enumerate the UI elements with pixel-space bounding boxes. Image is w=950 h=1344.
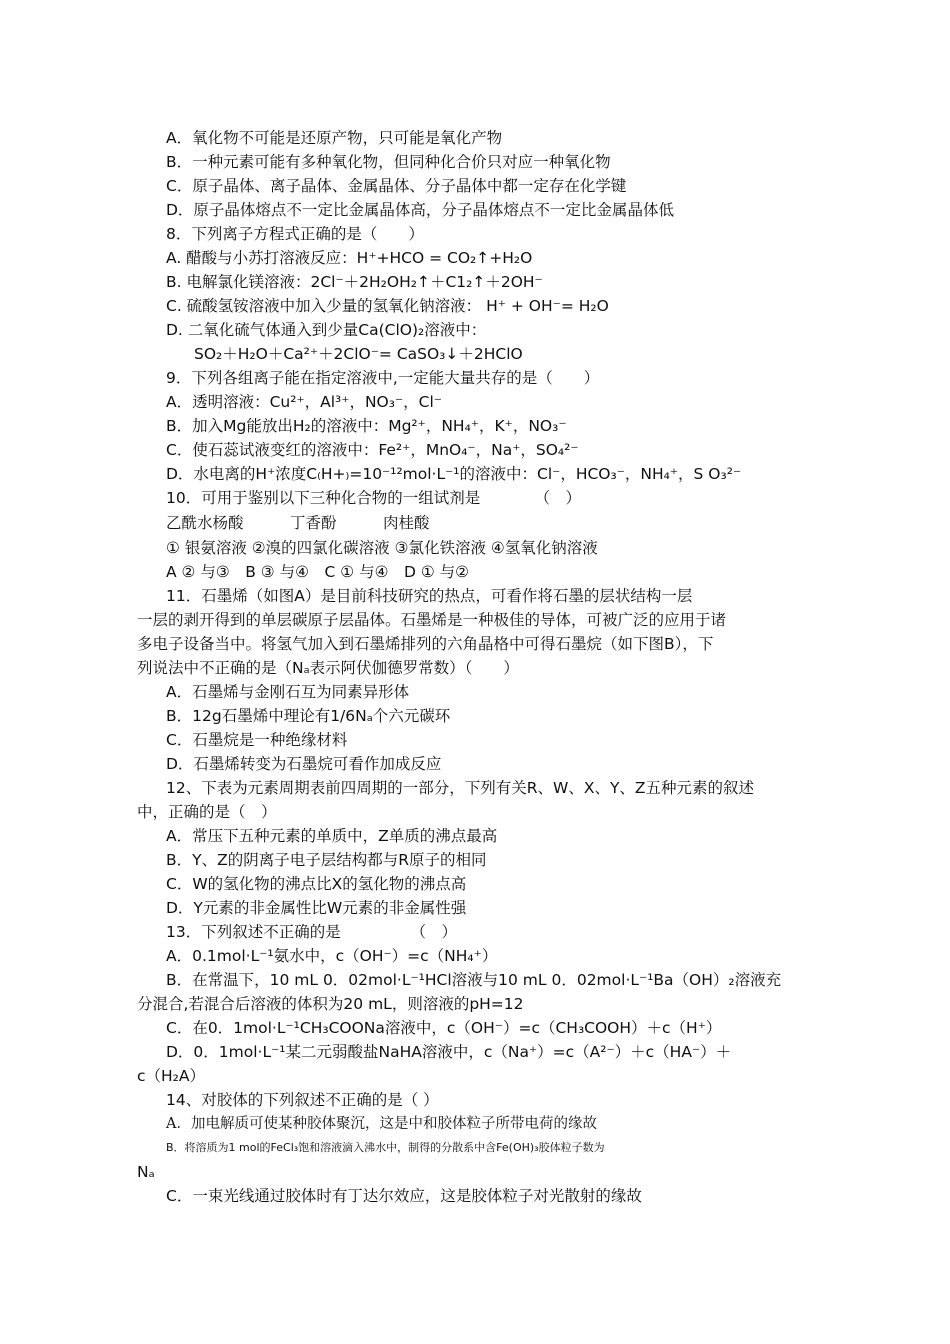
text-line: D. 二氧化硫气体通入到少量Ca(ClO)₂溶液中： bbox=[166, 321, 487, 339]
text-line: A．常压下五种元素的单质中，Z单质的沸点最高 bbox=[166, 827, 498, 845]
text-line: A．0.1mol·L⁻¹氨水中，c（OH⁻）=c（NH₄⁺） bbox=[166, 947, 498, 965]
text-line: SO₂＋H₂O＋Ca²⁺＋2ClO⁻= CaSO₃↓＋2HClO bbox=[194, 345, 523, 363]
text-line: C．使石蕊试液变红的溶液中：Fe²⁺，MnO₄⁻，Na⁺，SO₄²⁻ bbox=[166, 441, 579, 459]
text-line: A．氧化物不可能是还原产物，只可能是氧化产物 bbox=[166, 129, 503, 147]
text-line: A．加电解质可使某种胶体聚沉，这是中和胶体粒子所带电荷的缘故 bbox=[166, 1116, 597, 1132]
text-line: B．Y、Z的阴离子电子层结构都与R原子的相同 bbox=[166, 851, 487, 869]
text-line: 乙酰水杨酸 丁香酚 肉桂酸 bbox=[166, 514, 430, 532]
text-line: 多电子设备当中。将氢气加入到石墨烯排列的六角晶格中可得石墨烷（如下图B），下 bbox=[137, 635, 714, 653]
text-line: 13．下列叙述不正确的是 （ ） bbox=[166, 923, 457, 941]
text-line: 一层的剥开得到的单层碳原子层晶体。石墨烯是一种极佳的导体，可被广泛的应用于诸 bbox=[137, 611, 727, 629]
text-line: C．在0．1mol·L⁻¹CH₃COONa溶液中，c（OH⁻）=c（CH₃COOH）＋c（H⁺） bbox=[166, 1019, 722, 1037]
text-line: B．12g石墨烯中理论有1/6Nₐ个六元碳环 bbox=[166, 707, 451, 725]
text-line: 11．石墨烯（如图A）是目前科技研究的热点，可看作将石墨的层状结构一层 bbox=[166, 587, 693, 605]
text-line: 8．下列离子方程式正确的是（ ） bbox=[166, 225, 424, 243]
text-line: B. 电解氯化镁溶液：2Cl⁻＋2H₂OH₂↑＋C1₂↑＋2OH⁻ bbox=[166, 273, 543, 291]
text-line: D．水电离的H⁺浓度C₍H+₎=10⁻¹²mol·L⁻¹的溶液中：Cl⁻，HCO₃⁻，NH₄⁺，S O₃²⁻ bbox=[166, 465, 742, 483]
text-line: D．原子晶体熔点不一定比金属晶体高，分子晶体熔点不一定比金属晶体低 bbox=[166, 201, 674, 219]
text-line: 10．可用于鉴别以下三种化合物的一组试剂是 （ ） bbox=[166, 489, 581, 507]
text-line: c（H₂A） bbox=[137, 1067, 205, 1085]
text-line: B．一种元素可能有多种氧化物，但同种化合价只对应一种氧化物 bbox=[166, 153, 611, 171]
text-line: A. 醋酸与小苏打溶液反应：H⁺+HCO = CO₂↑+H₂O bbox=[166, 249, 533, 267]
text-line: A ② 与③ B ③ 与④ C ① 与④ D ① 与② bbox=[166, 563, 470, 581]
text-line: 9．下列各组离子能在指定溶液中,一定能大量共存的是（ ） bbox=[166, 369, 600, 387]
text-line: A．透明溶液：Cu²⁺，Al³⁺，NO₃⁻，Cl⁻ bbox=[166, 393, 442, 411]
text-line: 列说法中不正确的是（Nₐ表示阿伏伽德罗常数）（ ） bbox=[137, 659, 519, 677]
text-line: A．石墨烯与金刚石互为同素异形体 bbox=[166, 683, 410, 701]
text-line: C．原子晶体、离子晶体、金属晶体、分子晶体中都一定存在化学键 bbox=[166, 177, 627, 195]
text-line: ① 银氨溶液 ②溴的四氯化碳溶液 ③氯化铁溶液 ④氢氧化钠溶液 bbox=[166, 539, 598, 557]
text-line: B．将溶质为1 mol的FeCl₃饱和溶液滴入沸水中，制得的分散系中含Fe(OH)₃胶体粒子数为 bbox=[166, 1141, 605, 1154]
text-line: D．0．1mol·L⁻¹某二元弱酸盐NaHA溶液中，c（Na⁺）=c（A²⁻）＋c（HA⁻）＋ bbox=[166, 1043, 732, 1061]
text-line: D．石墨烯转变为石墨烷可看作加成反应 bbox=[166, 755, 442, 773]
text-line: Nₐ bbox=[137, 1163, 155, 1181]
text-line: C. 硫酸氢铵溶液中加入少量的氢氧化钠溶液： H⁺ + OH⁻= H₂O bbox=[166, 297, 609, 315]
text-line: C．W的氢化物的沸点比X的氢化物的沸点高 bbox=[166, 875, 467, 893]
text-line: B．在常温下，10 mL 0．02mol·L⁻¹HCl溶液与10 mL 0．02mol·L⁻¹Ba（OH）₂溶液充 bbox=[166, 971, 782, 989]
text-line: C．石墨烷是一种绝缘材料 bbox=[166, 731, 348, 749]
text-line: 分混合,若混合后溶液的体积为20 mL，则溶液的pH=12 bbox=[137, 995, 524, 1013]
text-line: B．加入Mg能放出H₂的溶液中：Mg²⁺，NH₄⁺，K⁺，NO₃⁻ bbox=[166, 417, 567, 435]
text-line: C．一束光线通过胶体时有丁达尔效应，这是胶体粒子对光散射的缘故 bbox=[166, 1187, 642, 1205]
text-line: 中，正确的是（ ） bbox=[137, 803, 277, 821]
text-line: 12、下表为元素周期表前四周期的一部分，下列有关R、W、X、Y、Z五种元素的叙述 bbox=[166, 779, 755, 797]
text-line: 14、对胶体的下列叙述不正确的是（ ） bbox=[166, 1091, 439, 1109]
text-line: D．Y元素的非金属性比W元素的非金属性强 bbox=[166, 899, 467, 917]
